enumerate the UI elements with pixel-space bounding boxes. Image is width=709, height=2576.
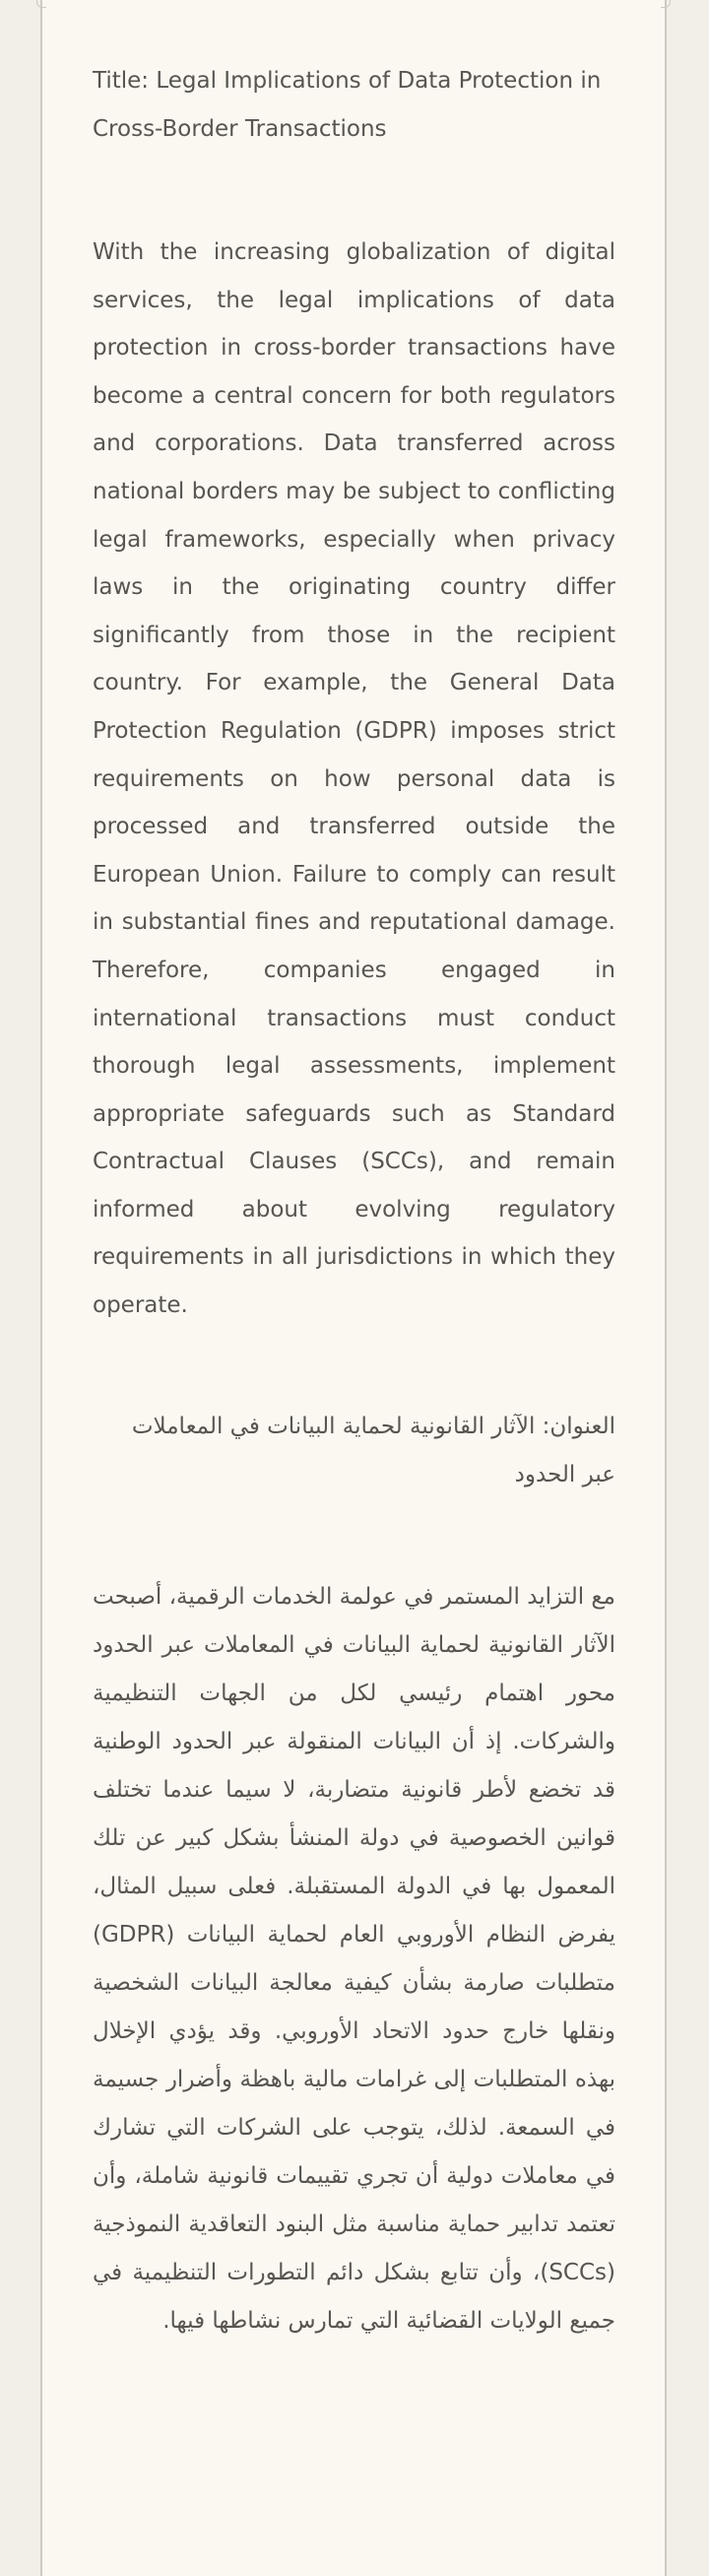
english-body-paragraph: With the increasing globalization of digital services, the legal implications of data protection in cross-border transactions have become a central concern for both regulators and corporations. Data transferred across national borders may be subject to conflicting legal frameworks, especially when privacy laws in the originating country differ significantly from those in the recipient country. For example, the General Data Protection Regulation (GDPR) imposes strict requirements on how personal data is processed and transferred outside the European Union. Failure to comply can result in substantial fines and reputational damage. Therefore, companies engaged in international transactions must conduct thorough legal assessments, implement appropriate safeguards such as Standard Contractual Clauses (SCCs), and remain informed about evolving regulatory requirements in all jurisdictions in which they operate. bbox=[93, 239, 615, 1319]
english-title: Title: Legal Implications of Data Protection in Cross-Border Transactions bbox=[93, 68, 602, 142]
arabic-body-paragraph: مع التزايد المستمر في عولمة الخدمات الرقمية، أصبحت الآثار القانونية لحماية البيانات في المعاملات عبر الحدود محور اهتمام رئيسي لكل من الجهات التنظيمية والشركات. إذ أن البيانات المنقولة عبر الحدود الوطنية قد تخضع لأطر قانونية متضاربة، لا سيما عندما تختلف قوانين الخصوصية في دولة المنشأ بشكل كبير عن تلك المعمول بها في الدولة المستقبلة. فعلى سبيل المثال، يفرض النظام الأوروبي العام لحماية البيانات (GDPR) متطلبات صارمة بشأن كيفية معالجة البيانات الشخصية ونقلها خارج حدود الاتحاد الأوروبي. وقد يؤدي الإخلال بهذه المتطلبات إلى غرامات مالية باهظة وأضرار جسيمة في السمعة. لذلك، يتوجب على الشركات التي تشارك في معاملات دولية أن تجري تقييمات قانونية شاملة، وأن تعتمد تدابير حماية مناسبة مثل البنود التعاقدية النموذجية (SCCs)، وأن تتابع بشكل دائم التطورات التنظيمية في جميع الولايات القضائية التي تمارس نشاطها فيها. bbox=[93, 1584, 615, 2334]
arabic-title: العنوان: الآثار القانونية لحماية البيانات في المعاملات عبر الحدود bbox=[131, 1414, 615, 1487]
document-page bbox=[40, 0, 667, 2576]
page-corner-ornament-right bbox=[661, 0, 671, 8]
page-corner-ornament-left bbox=[36, 0, 46, 8]
